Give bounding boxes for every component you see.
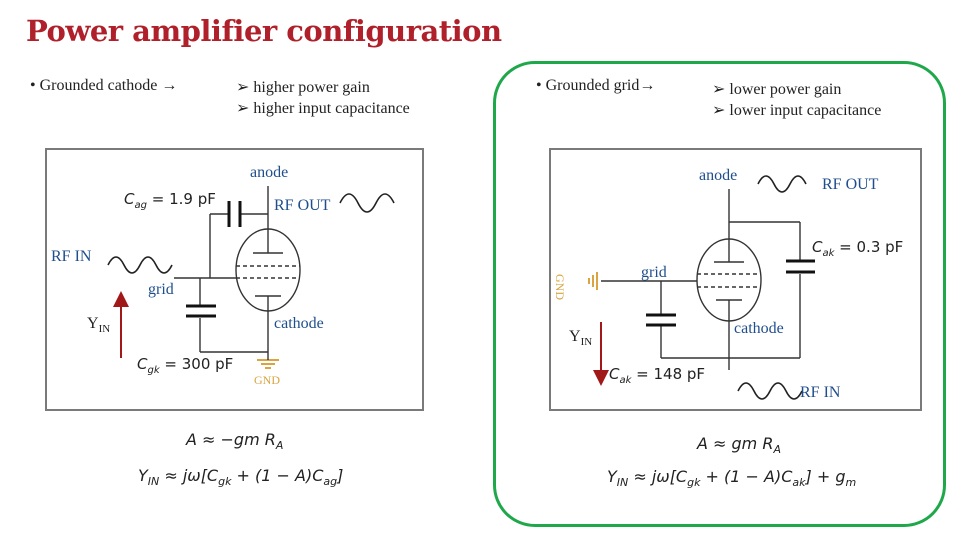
right-rf-in-label: RF IN <box>800 384 841 401</box>
left-rf-in-label: RF IN <box>51 248 92 265</box>
right-grid-label: grid <box>641 264 667 281</box>
left-cag-label: $C_{ag} = 1.9$ pF <box>124 190 216 211</box>
arrowhead-bullet-icon: ➢ <box>236 100 254 117</box>
left-yin-label: $Y_{IN}$ <box>87 315 111 336</box>
left-rf-in-wave-icon <box>108 257 172 273</box>
right-rf-out-wave-icon <box>758 176 806 192</box>
right-gnd-label: GND <box>553 274 567 300</box>
left-rf-out-wave-icon <box>340 194 394 212</box>
right-anode-label: anode <box>699 167 738 184</box>
right-cak-label: $C_{ak} = 0.3$ pF <box>812 238 904 259</box>
right-gain-equation: A ≈ gm $R_A$ <box>697 434 781 457</box>
grounded-cathode-label: • Grounded cathode <box>30 77 158 94</box>
right-point-2-text: lower input capacitance <box>729 102 882 119</box>
grounded-grid-label: • Grounded grid <box>536 77 640 94</box>
arrow-right-icon: → <box>157 77 178 94</box>
left-point-1-text: higher power gain <box>253 79 370 96</box>
right-point-1-text: lower power gain <box>729 81 842 98</box>
left-gain-equation: A ≈ −gm $R_A$ <box>186 430 284 453</box>
right-yin-equation: $Y_{IN} \approx j\omega[C_{gk} + (1 - A)C_{ak}] + g_m$ <box>607 467 857 490</box>
right-rf-out-label: RF OUT <box>822 176 879 193</box>
right-yin-label: $Y_{IN}$ <box>569 328 593 349</box>
arrow-right-icon: → <box>639 77 656 94</box>
left-rf-out-label: RF OUT <box>274 197 331 214</box>
arrowhead-bullet-icon: ➢ <box>236 79 254 96</box>
left-anode-label: anode <box>250 164 289 181</box>
left-cathode-label: cathode <box>274 315 324 332</box>
arrowhead-bullet-icon: ➢ <box>712 102 730 119</box>
right-rf-in-wave-icon <box>738 383 802 399</box>
arrowhead-bullet-icon: ➢ <box>712 81 730 98</box>
left-yin-equation: $Y_{IN} \approx j\omega[C_{gk} + (1 - A)C_{ag}]$ <box>138 466 344 489</box>
left-cgk-label: $C_{gk} = 300$ pF <box>137 355 234 376</box>
page-title: Power amplifier configuration <box>26 14 502 48</box>
left-gnd-label: GND <box>254 373 280 387</box>
right-cgk-label: $C_{ak} = 148$ pF <box>609 365 706 386</box>
left-grid-label: grid <box>148 281 174 298</box>
right-cathode-label: cathode <box>734 320 784 337</box>
left-point-2-text: higher input capacitance <box>253 100 410 117</box>
